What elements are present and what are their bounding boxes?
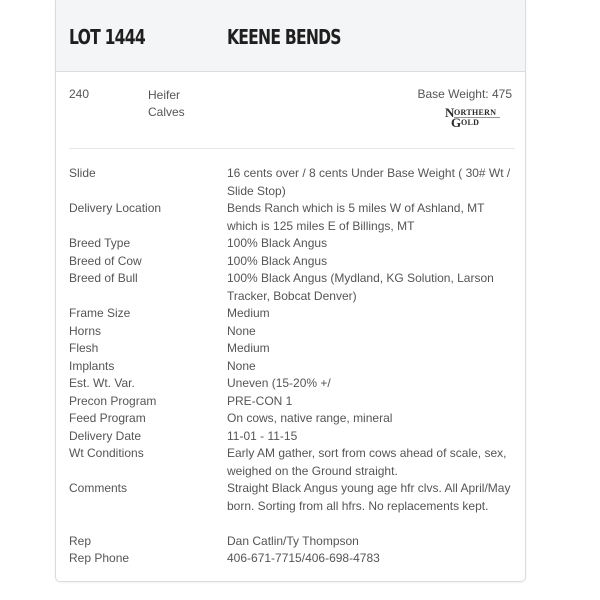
detail-value: None [227,358,256,373]
detail-value: PRE-CON 1 [227,393,293,408]
detail-value: 100% Black Angus [227,253,328,268]
detail-value: Straight Black Angus young age hfr clvs. All April/May born. Sorting from all hfrs. No replacements kept. [227,481,511,513]
detail-label: Breed Type [69,236,131,250]
lot-number: LOT 1444 [69,25,145,49]
detail-value: On cows, native range, mineral [227,411,393,425]
lot-summary [56,72,525,148]
detail-label: Horns [69,323,102,338]
detail-label: Est. Wt. Var. [69,376,135,390]
detail-value: 100% Black Angus (Mydland, KG Solution, Larson Tracker, Bobcat Denver) [227,271,494,303]
detail-value: 16 cents over / 8 cents Under Base Weight ( 30# Wt / Slide Stop) [227,166,511,198]
detail-label: Implants [69,358,115,373]
detail-label: Precon Program [69,393,157,408]
svg-text:ORTHERN: ORTHERN [454,108,497,117]
detail-label: Comments [69,481,128,495]
detail-label: Frame Size [69,306,131,320]
lot-title: KEENE BENDS [227,25,341,49]
detail-value: Uneven (15-20% +/ [227,376,331,390]
lot-header [56,0,525,72]
detail-value: Bends Ranch which is 5 miles W of Ashland, MT which is 125 miles E of Billings, MT [227,201,485,233]
base-weight: Base Weight: 475 [417,87,512,101]
detail-value: 11-01 - 11-15 [227,428,298,443]
svg-text:OLD: OLD [461,118,480,127]
svg-text:N: N [445,106,455,120]
detail-label: Rep Phone [69,551,130,565]
head-count: 240 [69,87,90,101]
detail-value: Medium [227,306,270,320]
detail-label: Wt Conditions [69,446,144,460]
detail-label: Slide [69,166,96,180]
detail-label: Breed of Bull [69,271,138,285]
detail-label: Rep [69,533,92,548]
detail-label: Delivery Location [69,201,162,215]
detail-label: Feed Program [69,411,146,425]
detail-value: 100% Black Angus [227,236,328,250]
northern-gold-logo-icon [444,106,516,128]
detail-value: 406-671-7715/406-698-4783 [227,551,380,565]
detail-value: Medium [227,341,270,355]
detail-value: Dan Catlin/Ty Thompson [227,533,359,548]
detail-value: Early AM gather, sort from cows ahead of scale, sex, weighed on the Ground straight. [227,446,507,478]
cattle-type: Heifer Calves [148,88,185,119]
divider [69,148,515,149]
detail-value: None [227,323,256,338]
svg-text:G: G [451,115,462,128]
detail-label: Breed of Cow [69,253,142,268]
lot-card [55,0,526,582]
detail-label: Delivery Date [69,428,142,443]
detail-label: Flesh [69,341,99,355]
